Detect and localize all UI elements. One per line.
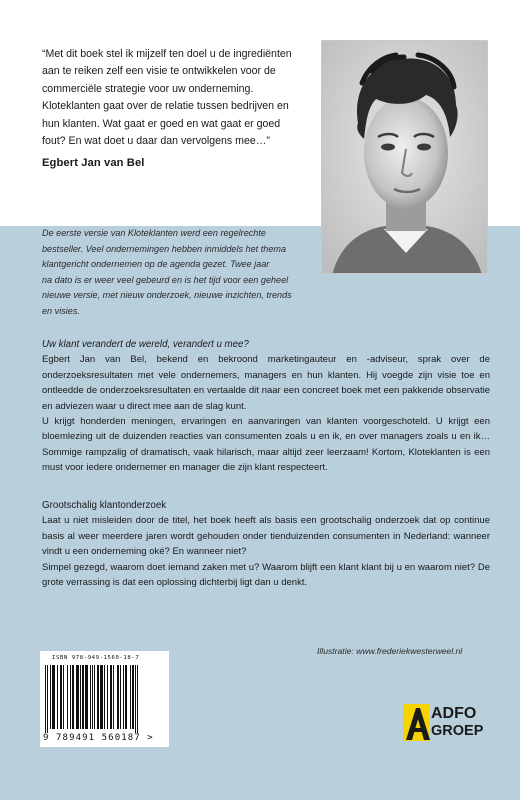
quote-line: hun klanten. Wat gaat er goed en wat gaat er goed (42, 117, 281, 130)
author-portrait-image (322, 41, 488, 274)
body-paragraph: Egbert Jan van Bel, bekend en bekroond marketingauteur en -adviseur, sprak over de onderzoeksresultaten met vele ondernemers, managers en hun klanten. Hij voegde zijn visie toe en ontleedde de onderzoeksresultaten en vertaalde dit naar een concreet boek met een pakkende observatie en adviezen waar u direct mee aan de slag kunt. (42, 354, 490, 412)
section-customer-research (42, 498, 490, 590)
quote-line: aan te reiken zelf een visie te ontwikkelen voor de (42, 65, 276, 78)
body-paragraph: U krijgt honderden meningen, ervaringen en aanvaringen van klanten voorgeschoteld. U krijgt een bloemlezing uit de duizenden reacties van consumenten zoals u en ik, en over managers zoals u en ik… Sommige rampzalig of dramatisch, vaak hilarisch, maar altijd zeer leerzaam! Kortom, Kloteklanten is een must voor iedere ondernemer en manager die zijn klant respecteert. (42, 416, 490, 474)
intro-line: nieuwe versie, met nieuw onderzoek, nieuwe inzichten, trends (42, 290, 292, 301)
intro-line: De eerste versie van Kloteklanten werd een regelrechte (42, 228, 266, 238)
barcode-panel (40, 651, 169, 747)
section-customer-changes (42, 337, 490, 476)
intro-text (42, 226, 304, 320)
illustration-credit: Illustratie: www.frederiekwesterweel.nl (317, 646, 463, 656)
publisher-name-line2: GROEP (431, 723, 484, 739)
intro-line: en visies. (42, 305, 80, 316)
publisher-logo-icon (403, 704, 433, 741)
author-quote (42, 46, 310, 150)
quote-line: Kloteklanten gaat over de relatie tussen bedrijven en (42, 100, 289, 113)
isbn-label: ISBN 978-949-1560-18-7 (52, 655, 140, 661)
barcode-digits: 9 789491 560187 > (43, 733, 154, 743)
author-name: Egbert Jan van Bel (42, 157, 145, 169)
intro-line: na dato is er weer veel gebeurd en is het tijd voor een geheel (42, 274, 289, 285)
section-heading: Grootschalig klantonderzoek (42, 500, 167, 511)
body-paragraph: Simpel gezegd, waarom doet iemand zaken met u? Waarom blijft een klant klant bij u en waarom niet? De grote verrassing is dat een oplossing dichterbij ligt dan u denkt. (42, 561, 490, 589)
intro-line: klantgericht ondernemen op de agenda gezet. Twee jaar (42, 259, 270, 270)
quote-line: fout? En wat doet u daar dan vervolgens mee…” (42, 135, 270, 148)
section-heading: Uw klant verandert de wereld, verandert u mee? (42, 339, 249, 350)
author-photo (321, 40, 488, 274)
quote-line: “Met dit boek stel ik mijzelf ten doel u de ingrediënten (42, 48, 292, 60)
publisher-logo (403, 704, 485, 741)
body-paragraph: Laat u niet misleiden door de titel, het boek heeft als basis een grootschalig onderzoek dat op continue basis al weer meerdere jaren wordt gehouden onder tienduizenden consumenten in Nederland: wanneer vindt u een onderneming oké? En wanneer niet? (42, 515, 490, 558)
intro-line: bestseller. Veel ondernemingen hebben inmiddels het thema (42, 243, 287, 254)
barcode-icon (44, 665, 165, 733)
publisher-name-line1: ADFO (431, 705, 477, 722)
quote-line: commerciële strategie voor uw onderneming. (42, 82, 254, 95)
